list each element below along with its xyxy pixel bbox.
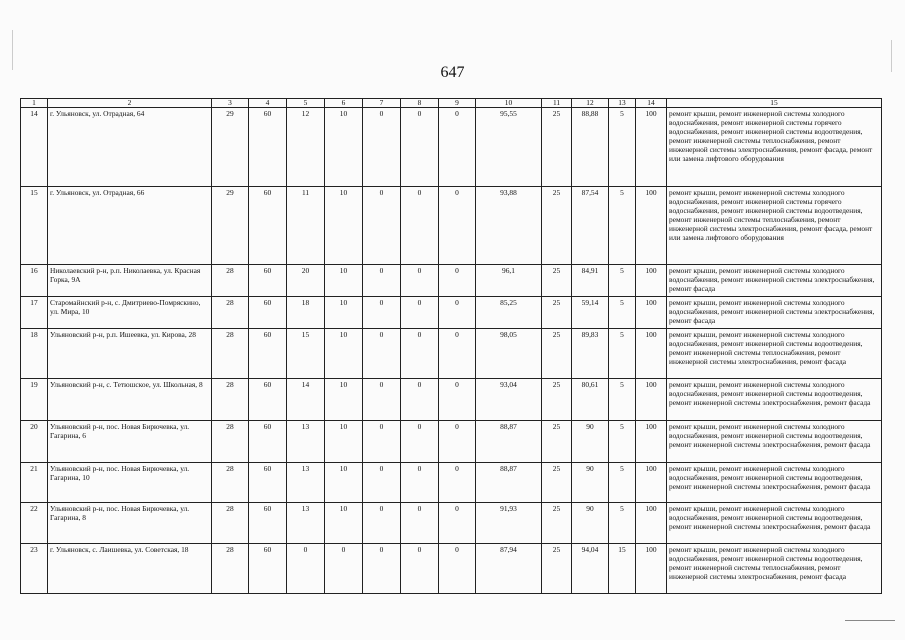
table-row bbox=[21, 265, 882, 297]
value-cell: 0 bbox=[401, 503, 439, 544]
value-cell: 100 bbox=[636, 265, 667, 297]
value-cell: 0 bbox=[363, 379, 401, 421]
value-cell: 14 bbox=[287, 379, 325, 421]
table-row bbox=[21, 187, 882, 265]
value-cell: 0 bbox=[439, 463, 476, 503]
value-cell: 90 bbox=[572, 421, 609, 463]
value-cell: 0 bbox=[439, 329, 476, 379]
value-cell: 10 bbox=[325, 187, 363, 265]
works-cell: ремонт крыши, ремонт инженерной системы холодного водоснабжения, ремонт инженерной системы электроснабжения, ремонт фасада bbox=[667, 297, 882, 329]
row-number: 16 bbox=[21, 265, 48, 297]
value-cell: 25 bbox=[542, 544, 572, 594]
value-cell: 90 bbox=[572, 503, 609, 544]
value-cell: 88,88 bbox=[572, 108, 609, 187]
row-number: 14 bbox=[21, 108, 48, 187]
column-header: 8 bbox=[401, 99, 439, 108]
value-cell: 28 bbox=[212, 463, 249, 503]
value-cell: 15 bbox=[609, 544, 636, 594]
value-cell: 87,54 bbox=[572, 187, 609, 265]
value-cell: 0 bbox=[401, 297, 439, 329]
works-cell: ремонт крыши, ремонт инженерной системы холодного водоснабжения, ремонт инженерной системы электроснабжения, ремонт фасада bbox=[667, 265, 882, 297]
value-cell: 100 bbox=[636, 297, 667, 329]
value-cell: 60 bbox=[249, 379, 287, 421]
value-cell: 0 bbox=[439, 379, 476, 421]
value-cell: 100 bbox=[636, 329, 667, 379]
address-cell: Ульяновский р-н, пос. Новая Бирючевка, ул. Гагарина, 10 bbox=[48, 463, 212, 503]
value-cell: 13 bbox=[287, 463, 325, 503]
value-cell: 94,04 bbox=[572, 544, 609, 594]
value-cell: 5 bbox=[609, 421, 636, 463]
value-cell: 28 bbox=[212, 503, 249, 544]
row-number: 21 bbox=[21, 463, 48, 503]
value-cell: 91,93 bbox=[476, 503, 542, 544]
value-cell: 0 bbox=[401, 329, 439, 379]
value-cell: 0 bbox=[363, 265, 401, 297]
row-number: 20 bbox=[21, 421, 48, 463]
address-cell: Ульяновский р-н, с. Тетюшское, ул. Школьная, 8 bbox=[48, 379, 212, 421]
value-cell: 29 bbox=[212, 108, 249, 187]
column-header: 5 bbox=[287, 99, 325, 108]
value-cell: 100 bbox=[636, 503, 667, 544]
value-cell: 29 bbox=[212, 187, 249, 265]
value-cell: 10 bbox=[325, 421, 363, 463]
table-row bbox=[21, 544, 882, 594]
value-cell: 95,55 bbox=[476, 108, 542, 187]
column-header: 15 bbox=[667, 99, 882, 108]
value-cell: 28 bbox=[212, 544, 249, 594]
value-cell: 98,05 bbox=[476, 329, 542, 379]
column-header: 1 bbox=[21, 99, 48, 108]
value-cell: 10 bbox=[325, 463, 363, 503]
value-cell: 0 bbox=[287, 544, 325, 594]
column-number-row bbox=[21, 99, 882, 108]
value-cell: 0 bbox=[363, 421, 401, 463]
value-cell: 60 bbox=[249, 463, 287, 503]
value-cell: 0 bbox=[401, 187, 439, 265]
value-cell: 87,94 bbox=[476, 544, 542, 594]
value-cell: 0 bbox=[439, 265, 476, 297]
value-cell: 11 bbox=[287, 187, 325, 265]
value-cell: 60 bbox=[249, 187, 287, 265]
value-cell: 28 bbox=[212, 265, 249, 297]
value-cell: 100 bbox=[636, 187, 667, 265]
page-number: 647 bbox=[440, 64, 465, 81]
value-cell: 59,14 bbox=[572, 297, 609, 329]
column-header: 10 bbox=[476, 99, 542, 108]
value-cell: 0 bbox=[439, 108, 476, 187]
value-cell: 100 bbox=[636, 544, 667, 594]
value-cell: 0 bbox=[325, 544, 363, 594]
works-cell: ремонт крыши, ремонт инженерной системы холодного водоснабжения, ремонт инженерной системы водоотведения, ремонт инженерной системы теплоснабжения, ремонт инженерной системы электроснабжения, ремонт фасада bbox=[667, 544, 882, 594]
value-cell: 0 bbox=[363, 463, 401, 503]
row-number: 17 bbox=[21, 297, 48, 329]
value-cell: 60 bbox=[249, 108, 287, 187]
value-cell: 5 bbox=[609, 297, 636, 329]
value-cell: 60 bbox=[249, 503, 287, 544]
address-cell: г. Ульяновск, ул. Отрадная, 66 bbox=[48, 187, 212, 265]
value-cell: 100 bbox=[636, 463, 667, 503]
value-cell: 5 bbox=[609, 329, 636, 379]
value-cell: 15 bbox=[287, 329, 325, 379]
value-cell: 28 bbox=[212, 329, 249, 379]
value-cell: 60 bbox=[249, 421, 287, 463]
column-header: 3 bbox=[212, 99, 249, 108]
value-cell: 0 bbox=[401, 544, 439, 594]
value-cell: 12 bbox=[287, 108, 325, 187]
value-cell: 25 bbox=[542, 379, 572, 421]
value-cell: 0 bbox=[401, 463, 439, 503]
value-cell: 25 bbox=[542, 503, 572, 544]
row-number: 19 bbox=[21, 379, 48, 421]
value-cell: 5 bbox=[609, 463, 636, 503]
value-cell: 28 bbox=[212, 297, 249, 329]
address-cell: Старомайнский р-н, с. Дмитриево-Помряскино, ул. Мира, 10 bbox=[48, 297, 212, 329]
table-row bbox=[21, 421, 882, 463]
value-cell: 0 bbox=[439, 503, 476, 544]
row-number: 23 bbox=[21, 544, 48, 594]
value-cell: 28 bbox=[212, 379, 249, 421]
column-header: 11 bbox=[542, 99, 572, 108]
works-cell: ремонт крыши, ремонт инженерной системы холодного водоснабжения, ремонт инженерной системы водоотведения, ремонт инженерной системы электроснабжения, ремонт фасада bbox=[667, 503, 882, 544]
value-cell: 5 bbox=[609, 379, 636, 421]
works-cell: ремонт крыши, ремонт инженерной системы холодного водоснабжения, ремонт инженерной системы водоотведения, ремонт инженерной системы электроснабжения, ремонт фасада bbox=[667, 463, 882, 503]
value-cell: 13 bbox=[287, 421, 325, 463]
value-cell: 100 bbox=[636, 108, 667, 187]
value-cell: 60 bbox=[249, 265, 287, 297]
value-cell: 0 bbox=[401, 379, 439, 421]
value-cell: 0 bbox=[439, 297, 476, 329]
value-cell: 5 bbox=[609, 187, 636, 265]
value-cell: 85,25 bbox=[476, 297, 542, 329]
table-row bbox=[21, 329, 882, 379]
table-row bbox=[21, 463, 882, 503]
value-cell: 0 bbox=[401, 265, 439, 297]
value-cell: 88,87 bbox=[476, 421, 542, 463]
address-cell: г. Ульяновск, ул. Отрадная, 64 bbox=[48, 108, 212, 187]
value-cell: 28 bbox=[212, 421, 249, 463]
value-cell: 18 bbox=[287, 297, 325, 329]
value-cell: 25 bbox=[542, 108, 572, 187]
value-cell: 0 bbox=[363, 297, 401, 329]
value-cell: 0 bbox=[363, 544, 401, 594]
value-cell: 0 bbox=[401, 421, 439, 463]
value-cell: 0 bbox=[439, 187, 476, 265]
value-cell: 10 bbox=[325, 297, 363, 329]
value-cell: 0 bbox=[439, 544, 476, 594]
value-cell: 0 bbox=[363, 329, 401, 379]
value-cell: 5 bbox=[609, 265, 636, 297]
value-cell: 25 bbox=[542, 421, 572, 463]
value-cell: 5 bbox=[609, 108, 636, 187]
value-cell: 80,61 bbox=[572, 379, 609, 421]
address-cell: Ульяновский р-н, пос. Новая Бирючевка, ул. Гагарина, 6 bbox=[48, 421, 212, 463]
value-cell: 88,87 bbox=[476, 463, 542, 503]
value-cell: 93,04 bbox=[476, 379, 542, 421]
works-cell: ремонт крыши, ремонт инженерной системы холодного водоснабжения, ремонт инженерной системы водоотведения, ремонт инженерной системы теплоснабжения, ремонт инженерной системы электроснабжения, ремонт фасада bbox=[667, 329, 882, 379]
column-header: 14 bbox=[636, 99, 667, 108]
column-header: 13 bbox=[609, 99, 636, 108]
value-cell: 0 bbox=[439, 421, 476, 463]
column-header: 4 bbox=[249, 99, 287, 108]
address-cell: Ульяновский р-н, р.п. Ишеевка, ул. Кирова, 28 bbox=[48, 329, 212, 379]
column-header: 7 bbox=[363, 99, 401, 108]
table-row bbox=[21, 108, 882, 187]
works-cell: ремонт крыши, ремонт инженерной системы холодного водоснабжения, ремонт инженерной системы водоотведения, ремонт инженерной системы электроснабжения, ремонт фасада bbox=[667, 421, 882, 463]
value-cell: 93,88 bbox=[476, 187, 542, 265]
works-cell: ремонт крыши, ремонт инженерной системы холодного водоснабжения, ремонт инженерной системы водоотведения, ремонт инженерной системы электроснабжения, ремонт фасада bbox=[667, 379, 882, 421]
value-cell: 84,91 bbox=[572, 265, 609, 297]
value-cell: 90 bbox=[572, 463, 609, 503]
column-header: 9 bbox=[439, 99, 476, 108]
value-cell: 96,1 bbox=[476, 265, 542, 297]
row-number: 15 bbox=[21, 187, 48, 265]
value-cell: 10 bbox=[325, 265, 363, 297]
value-cell: 13 bbox=[287, 503, 325, 544]
value-cell: 60 bbox=[249, 329, 287, 379]
value-cell: 100 bbox=[636, 421, 667, 463]
table-row bbox=[21, 503, 882, 544]
value-cell: 10 bbox=[325, 329, 363, 379]
value-cell: 0 bbox=[363, 108, 401, 187]
scan-corner-mark bbox=[845, 620, 895, 621]
value-cell: 0 bbox=[401, 108, 439, 187]
value-cell: 25 bbox=[542, 187, 572, 265]
works-cell: ремонт крыши, ремонт инженерной системы холодного водоснабжения, ремонт инженерной системы горячего водоснабжения, ремонт инженерной системы водоотведения, ремонт инженерной системы теплоснабжения, ремонт инженерной системы электроснабжения, ремонт фасада, ремонт или замена лифтового оборудования bbox=[667, 108, 882, 187]
house-registry-table bbox=[20, 98, 882, 594]
address-cell: г. Ульяновск, с. Лаишевка, ул. Советская, 18 bbox=[48, 544, 212, 594]
value-cell: 89,83 bbox=[572, 329, 609, 379]
table-row bbox=[21, 297, 882, 329]
address-cell: Николаевский р-н, р.п. Николаевка, ул. Красная Горка, 9А bbox=[48, 265, 212, 297]
value-cell: 60 bbox=[249, 544, 287, 594]
value-cell: 25 bbox=[542, 463, 572, 503]
value-cell: 20 bbox=[287, 265, 325, 297]
value-cell: 10 bbox=[325, 108, 363, 187]
column-header: 2 bbox=[48, 99, 212, 108]
value-cell: 25 bbox=[542, 265, 572, 297]
value-cell: 5 bbox=[609, 503, 636, 544]
column-header: 6 bbox=[325, 99, 363, 108]
value-cell: 100 bbox=[636, 379, 667, 421]
value-cell: 10 bbox=[325, 503, 363, 544]
value-cell: 25 bbox=[542, 329, 572, 379]
value-cell: 0 bbox=[363, 503, 401, 544]
value-cell: 0 bbox=[363, 187, 401, 265]
address-cell: Ульяновский р-н, пос. Новая Бирючевка, ул. Гагарина, 8 bbox=[48, 503, 212, 544]
works-cell: ремонт крыши, ремонт инженерной системы холодного водоснабжения, ремонт инженерной системы горячего водоснабжения, ремонт инженерной системы водоотведения, ремонт инженерной системы теплоснабжения, ремонт инженерной системы электроснабжения, ремонт фасада, ремонт или замена лифтового оборудования bbox=[667, 187, 882, 265]
row-number: 18 bbox=[21, 329, 48, 379]
value-cell: 10 bbox=[325, 379, 363, 421]
value-cell: 25 bbox=[542, 297, 572, 329]
value-cell: 60 bbox=[249, 297, 287, 329]
row-number: 22 bbox=[21, 503, 48, 544]
column-header: 12 bbox=[572, 99, 609, 108]
table-row bbox=[21, 379, 882, 421]
